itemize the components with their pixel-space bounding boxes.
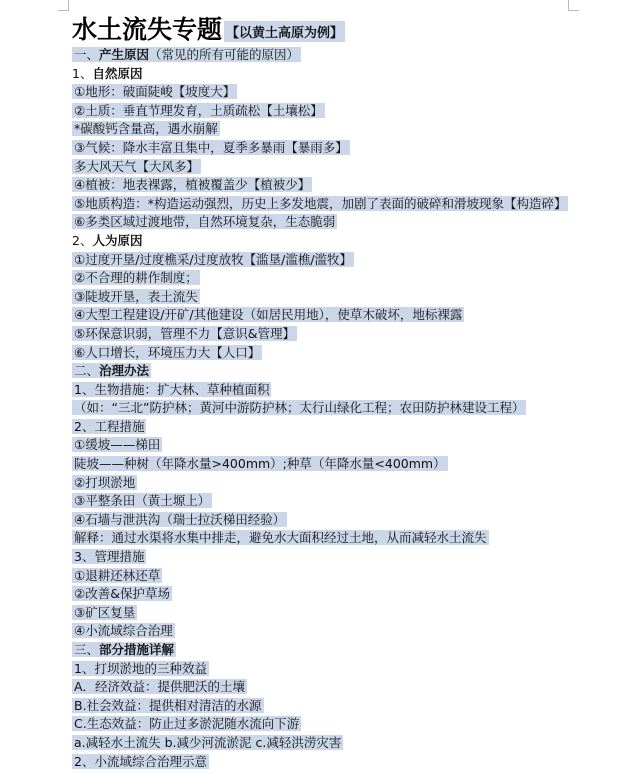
page-corner-mark-left (58, 0, 69, 11)
text-line (72, 734, 632, 753)
text-line (72, 604, 632, 623)
text-line (72, 306, 632, 325)
document-title (72, 10, 632, 46)
line-text: ③陡坡开垦，表土流失 (74, 288, 198, 304)
text-line (72, 492, 632, 511)
line-text: ③气候：降水丰富且集中，夏季多暴雨【暴雨多】 (74, 139, 348, 155)
text-line (72, 585, 632, 604)
text-line (72, 697, 632, 716)
line-text: ④植被：地表裸露，植被覆盖少【植被少】 (74, 177, 311, 193)
document-body[interactable] (72, 10, 632, 771)
text-line (72, 288, 632, 307)
text-line (72, 213, 632, 232)
text-line (72, 102, 632, 121)
text-line (72, 660, 632, 679)
section-heading (72, 65, 632, 84)
title-main: 水土流失专题 (72, 15, 223, 44)
line-text: 多大风天气【大风多】 (74, 158, 200, 174)
heading-text: 部分措施详解 (99, 642, 175, 657)
line-text: ①退耕还林还草 (74, 567, 161, 583)
line-text (72, 642, 176, 657)
text-line (72, 176, 632, 195)
line-text: 1、生物措施：扩大林、草种植面积 (74, 381, 270, 397)
line-text: C.生态效益：防止过多淤泥随水流向下游 (74, 716, 300, 732)
line-text (72, 363, 151, 378)
text-line (72, 436, 632, 455)
text-line (72, 622, 632, 641)
line-text: ⑥多类区域过渡地带，自然环境复杂，生态脆弱 (74, 214, 336, 230)
line-text: 1、打坝淤地的三种效益 (74, 660, 207, 676)
line-text: 2、工程措施 (74, 418, 145, 434)
line-text (72, 66, 142, 81)
line-text: 3、管理措施 (74, 549, 145, 565)
line-text (72, 233, 142, 248)
text-lines (72, 46, 632, 771)
section-heading (72, 232, 632, 251)
text-line (72, 120, 632, 139)
line-text (72, 47, 301, 62)
title-subtitle: 【以黄土高原为例】 (224, 21, 345, 42)
text-line (72, 455, 632, 474)
text-line (72, 753, 632, 772)
heading-text: 人为原因 (92, 232, 143, 248)
section-heading (72, 46, 632, 65)
heading-number: 二、 (74, 363, 100, 379)
line-text: ⑤环保意识弱，管理不力【意识&管理】 (74, 325, 295, 341)
line-text: ②土质：垂直节理发育，土质疏松【土壤松】 (74, 102, 323, 118)
text-line (72, 399, 632, 418)
text-line (72, 139, 632, 158)
line-text: ②打坝淤地 (74, 474, 136, 490)
line-text: 陡坡——种树（年降水量>400mm）;种草（年降水量<400mm） (74, 456, 446, 472)
line-text: B.社会效益：提供相对清洁的水源 (74, 697, 262, 713)
text-line (72, 158, 632, 177)
line-text: 解释：通过水渠将水集中排走，避免水大面积经过土地，从而减轻水土流失 (74, 530, 487, 546)
line-text: ①缓坡——梯田 (74, 437, 161, 453)
text-line (72, 418, 632, 437)
line-text: 2、小流域综合治理示意 (74, 753, 207, 769)
text-line (72, 251, 632, 270)
line-text: ②改善&保护草场 (74, 586, 170, 602)
heading-text: 自然原因 (92, 65, 143, 81)
text-line (72, 567, 632, 586)
heading-number: 一、 (74, 47, 100, 62)
line-text: ③平整条田（黄土塬上） (74, 493, 211, 509)
text-line (72, 325, 632, 344)
line-text: a.减轻水土流失 b.减少河流淤泥 c.减轻洪涝灾害 (74, 734, 342, 750)
line-text: A．经济效益：提供肥沃的土壤 (74, 679, 246, 695)
heading-text: 治理办法 (99, 363, 150, 379)
line-text: ④大型工程建设/开矿/其他建设（如居民用地），使草木破坏，地标裸露 (74, 307, 463, 323)
section-heading (72, 641, 632, 660)
heading-number: 1、 (72, 65, 93, 81)
text-line (72, 529, 632, 548)
line-text: ④石墙与泄洪沟（瑞士拉沃梯田经验） (74, 511, 286, 527)
line-text: ④小流域综合治理 (74, 623, 173, 639)
line-text: （如：“三北”防护林；黄河中游防护林；太行山绿化工程；农田防护林建设工程） (74, 400, 525, 416)
heading-number: 2、 (72, 232, 93, 248)
line-text: *碳酸钙含量高，遇水崩解 (74, 121, 218, 137)
heading-note: （常见的所有可能的原因） (149, 47, 300, 62)
text-line (72, 511, 632, 530)
text-line (72, 269, 632, 288)
text-line (72, 381, 632, 400)
text-line (72, 195, 632, 214)
text-line (72, 715, 632, 734)
text-line (72, 678, 632, 697)
line-text: ⑤地质构造：*构造运动强烈，历史上多发地震，加剧了表面的破碎和滑坡现象【构造碎】 (74, 195, 567, 211)
line-text: ②不合理的耕作制度； (74, 270, 198, 286)
text-line (72, 548, 632, 567)
heading-number: 三、 (74, 642, 100, 657)
line-text: ⑥人口增长，环境压力大【人口】 (74, 344, 261, 360)
line-text: ③矿区复垦 (74, 604, 136, 620)
line-text: ①地形：破面陡峻【坡度大】 (74, 84, 236, 100)
heading-text: 产生原因 (99, 47, 150, 62)
text-line (72, 83, 632, 102)
line-text: ①过度开垦/过度樵采/过度放牧【滥垦/滥樵/滥牧】 (74, 251, 353, 267)
text-line (72, 344, 632, 363)
section-heading (72, 362, 632, 381)
text-line (72, 474, 632, 493)
